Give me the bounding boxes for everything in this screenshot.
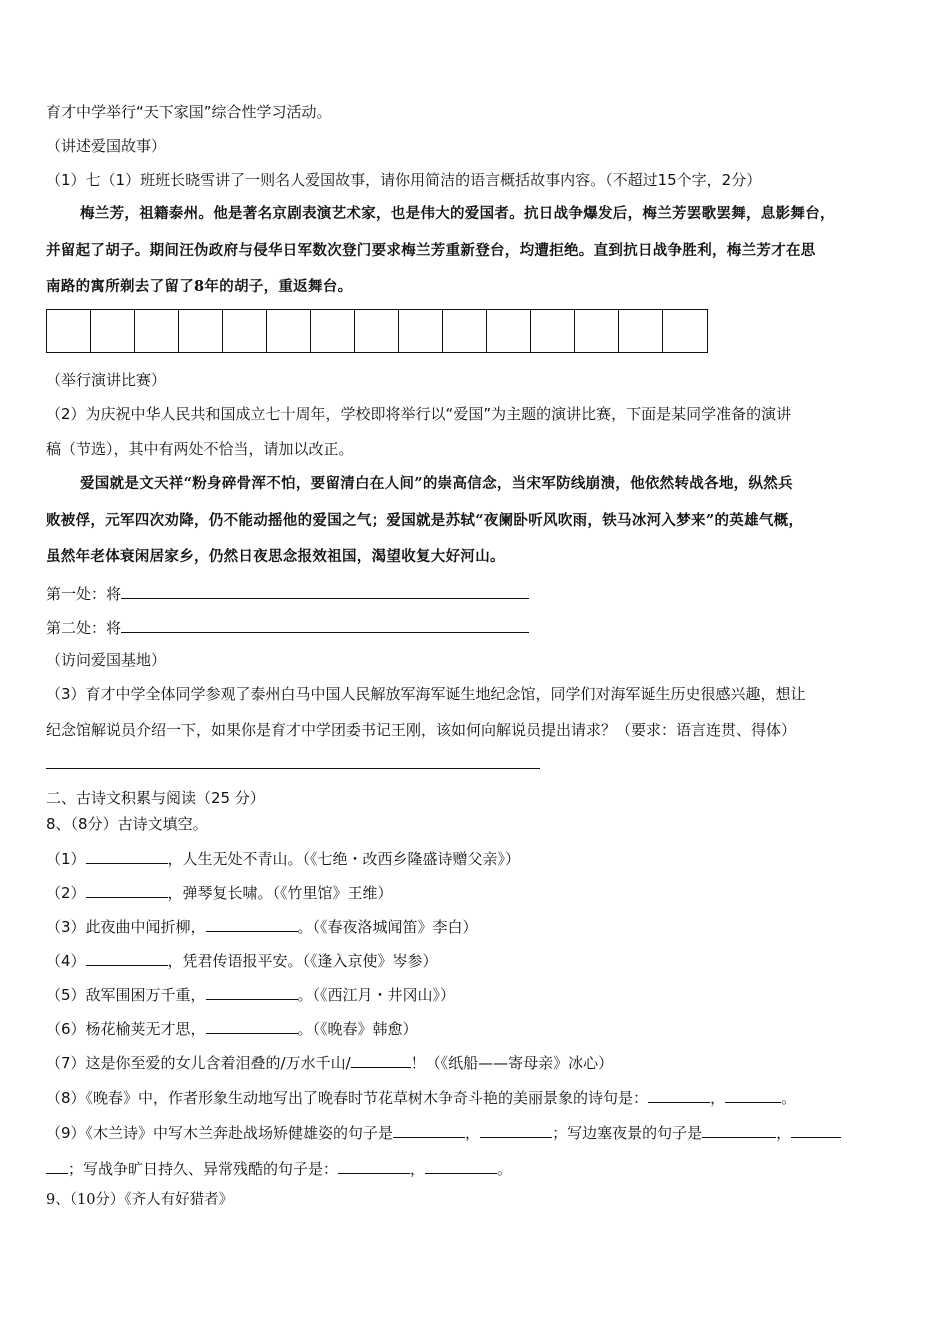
section-heading-story: （讲述爱国故事） [46,137,167,155]
answer-cell[interactable] [663,310,707,352]
intro-text: 育才中学举行“天下家国”综合性学习活动。 [46,103,332,121]
fill-text: ；写战争旷日持久、异常残酷的句子是： [68,1160,339,1178]
answer-cell[interactable] [267,310,311,352]
answer-cell[interactable] [531,310,575,352]
fill-text: ！（《纸船——寄母亲》冰心） [410,1054,614,1072]
fill-item [46,881,393,903]
question-8-title: 8、（8分）古诗文填空。 [46,815,208,833]
fill-item [46,915,478,937]
fill-text: 。 [497,1160,513,1178]
answer-cell[interactable] [399,310,443,352]
answer-cell[interactable] [487,310,531,352]
correction-label: 第二处：将 [46,619,122,637]
answer-cell[interactable] [135,310,179,352]
fill-text: （6）杨花榆荚无才思， [46,1020,206,1038]
answer-blank[interactable] [702,1121,776,1138]
fill-item [46,1121,841,1143]
answer-blank[interactable] [425,1157,497,1174]
fill-item [46,1017,418,1039]
answer-cell[interactable] [575,310,619,352]
answer-cell[interactable] [311,310,355,352]
correction-2 [46,616,529,638]
section-heading-visit: （访问爱国基地） [46,651,167,669]
answer-blank[interactable] [86,881,168,898]
answer-blank[interactable] [121,582,529,599]
fill-text: （7）这是你至爱的女儿含着泪叠的/万水千山/ [46,1054,351,1072]
correction-1 [46,582,529,604]
answer-cell[interactable] [619,310,663,352]
fill-item [46,949,438,971]
fill-text: （1） [46,850,86,868]
answer-blank[interactable] [338,1157,410,1174]
answer-line[interactable] [46,768,540,769]
fill-text: （5）敌军围困万千重， [46,986,206,1004]
correction-label: 第一处：将 [46,585,122,603]
question-2: 稿（节选），其中有两处不恰当，请加以改正。 [46,440,354,458]
story-text: 梅兰芳，祖籍泰州。他是著名京剧表演艺术家，也是伟大的爱国者。抗日战争爆发后，梅兰芳罢歌罢舞，息影舞台， [80,205,835,222]
answer-cell[interactable] [223,310,267,352]
fill-item [46,1086,796,1108]
speech-text: 虽然年老体衰闲居家乡，仍然日夜思念报效祖国，渴望收复大好河山。 [46,548,505,565]
part-2-heading: 二、古诗文积累与阅读（25 分） [46,789,265,807]
question-9-title: 9、（10分）《齐人有好猎者》 [46,1192,234,1208]
fill-text: （3）此夜曲中闻折柳， [46,918,206,936]
fill-text: ，人生无处不青山。（《七绝・改西乡隆盛诗赠父亲》） [167,850,521,868]
fill-text: 。（《晚春》韩愈） [297,1020,418,1038]
answer-cell[interactable] [179,310,223,352]
section-heading-speech: （举行演讲比赛） [46,371,167,389]
fill-text: （9）《木兰诗》中写木兰奔赴战场矫健雄姿的句子是 [46,1124,394,1142]
answer-blank[interactable] [206,915,298,932]
answer-blank[interactable] [206,983,298,1000]
speech-text: 爱国就是文天祥“粉身碎骨浑不怕，要留清白在人间”的崇高信念，当宋军防线崩溃，他依然转战各地，纵然兵 [80,475,793,492]
answer-cell[interactable] [91,310,135,352]
answer-blank[interactable] [351,1051,411,1068]
answer-blank[interactable] [206,1017,298,1034]
question-3: 纪念馆解说员介绍一下，如果你是育才中学团委书记王刚，该如何向解说员提出请求？（要求：语言连贯、得体） [46,721,797,739]
fill-item [46,983,455,1005]
answer-cell[interactable] [355,310,399,352]
fill-text: ， [710,1089,726,1107]
question-1: （1）七（1）班班长晓雪讲了一则名人爱国故事，请你用简洁的语言概括故事内容。（不超过15个字，2分） [46,171,762,189]
fill-text: ，凭君传语报平安。（《逢入京使》岑参） [167,952,438,970]
fill-text: 。（《西江月・井冈山》） [297,986,456,1004]
fill-text: （4） [46,952,86,970]
answer-blank[interactable] [648,1086,710,1103]
fill-text: ， [465,1124,481,1142]
answer-cell[interactable] [443,310,487,352]
story-text: 并留起了胡子。期间汪伪政府与侵华日军数次登门要求梅兰芳重新登台，均遭拒绝。直到抗日战争胜利，梅兰芳才在思 [46,242,816,259]
fill-text: 。（《春夜洛城闻笛》李白） [297,918,478,936]
answer-blank[interactable] [121,616,529,633]
story-text: 南路的寓所剃去了留了8年的胡子，重返舞台。 [46,278,353,295]
fill-item [46,1051,613,1073]
question-3: （3）育才中学全体同学参观了泰州白马中国人民解放军海军诞生地纪念馆，同学们对海军诞生历史很感兴趣，想让 [46,685,806,703]
answer-blank[interactable] [46,1157,68,1174]
question-2: （2）为庆祝中华人民共和国成立七十周年，学校即将举行以“爱国”为主题的演讲比赛，下面是某同学准备的演讲 [46,405,792,423]
fill-text: ， [776,1124,792,1142]
fill-text: （2） [46,884,86,902]
speech-text: 败被俘，元军四次劝降，仍不能动摇他的爱国之气；爱国就是苏轼“夜阑卧听风吹雨，铁马冰河入梦来”的英雄气概， [46,512,804,529]
answer-blank[interactable] [86,847,168,864]
fill-text: （8）《晚春》中，作者形象生动地写出了晚春时节花草树木争奇斗艳的美丽景象的诗句是： [46,1089,649,1107]
answer-blank[interactable] [480,1121,552,1138]
fill-text: 。 [781,1089,797,1107]
fill-text: ， [410,1160,426,1178]
answer-blank[interactable] [393,1121,465,1138]
answer-grid[interactable] [46,309,708,353]
fill-text: ；写边塞夜景的句子是 [552,1124,703,1142]
answer-blank[interactable] [725,1086,781,1103]
answer-cell[interactable] [47,310,91,352]
fill-item [46,1157,512,1179]
fill-text: ，弹琴复长啸。（《竹里馆》王维） [167,884,393,902]
answer-blank[interactable] [791,1121,841,1138]
fill-item [46,847,520,869]
answer-blank[interactable] [86,949,168,966]
